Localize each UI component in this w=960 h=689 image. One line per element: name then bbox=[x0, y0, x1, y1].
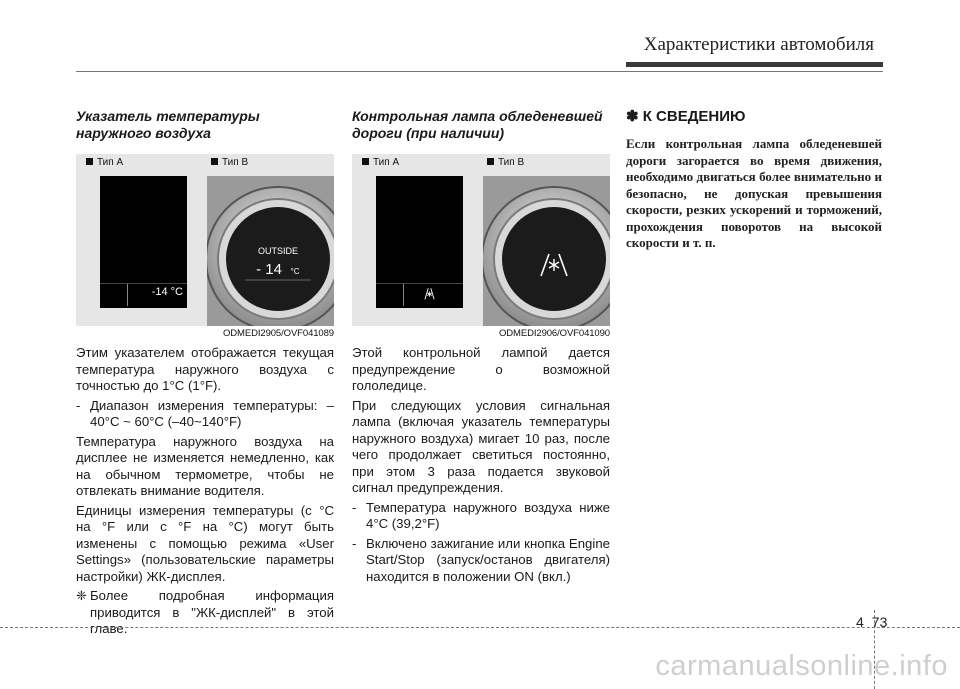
paragraph: Этим указателем отображается текущая температура наружного воздуха с точностью до 1°C (1°F). bbox=[76, 345, 334, 393]
page-header-title: Характеристики автомобиля bbox=[643, 34, 874, 55]
figure-label-type-a: Тип A bbox=[86, 157, 123, 168]
cluster-gauge bbox=[483, 176, 610, 326]
outside-temp-title: Указатель температуры наружного воздуха bbox=[76, 108, 260, 141]
gauge-graphic bbox=[483, 184, 610, 326]
lcd-temperature: -14 °C bbox=[151, 286, 183, 298]
icy-road-title: Контрольная лампа обледеневшей дороги (при наличии) bbox=[352, 108, 603, 141]
lcd-display bbox=[376, 176, 463, 308]
notice-title: ✽ К СВЕДЕНИЮ bbox=[626, 108, 746, 125]
paragraph: Этой контрольной лампой дается предупреждение о возможной гололедице. bbox=[352, 345, 610, 393]
gauge-temp-value: - 14 bbox=[256, 261, 282, 278]
figure-label-type-b: Тип B bbox=[211, 157, 248, 168]
gauge-graphic bbox=[207, 184, 334, 326]
lcd-display bbox=[100, 176, 187, 308]
header-bar bbox=[626, 62, 883, 67]
figure-code: ODMEDI2905/OVF041089 bbox=[222, 328, 334, 339]
list-item: - Диапазон измерения температуры: –40°C ~ 60°C (–40~140°F) bbox=[76, 397, 334, 429]
figure-label-type-a: Тип A bbox=[362, 157, 399, 168]
notice-section bbox=[626, 108, 882, 252]
list-item: - Температура наружного воздуха ниже 4°C (39,2°F) bbox=[352, 499, 610, 531]
list-item: - Включено зажигание или кнопка Engine Start/Stop (запуск/останов двигателя) находится в положении ON (вкл.) bbox=[352, 535, 610, 584]
paragraph: Единицы измерения температуры (с °C на °F или с °F на °C) могут быть изменены с помощью режима «User Settings» (пользовательские параметры настройки) ЖК-дисплея. bbox=[76, 502, 334, 584]
gauge-temp-unit: °C bbox=[290, 267, 300, 276]
figure-code: ODMEDI2906/OVF041090 bbox=[498, 328, 610, 339]
cluster-gauge bbox=[207, 176, 334, 326]
paragraph: Температура наружного воздуха на дисплее не изменяется немедленно, как на обычном термометре, чтобы не отвлекать внимание водителя. bbox=[76, 433, 334, 498]
snowflake-road-icon bbox=[423, 287, 436, 300]
icy-road-text bbox=[352, 345, 610, 585]
gauge-outside-label: OUTSIDE bbox=[257, 246, 299, 256]
note-item: ❈ Более подробная информация приводится в "ЖК-дисплей" в этой главе. bbox=[76, 588, 334, 636]
watermark: carmanualsonline.info bbox=[655, 650, 948, 682]
paragraph: При следующих условия сигнальная лампа (включая указатель температуры наружного воздуха) мигает 10 раз, после чего продолжает светиться постоянно, при этом 3 раза подается звуковой сигнал предупреждения. bbox=[352, 397, 610, 495]
header-rule bbox=[76, 71, 883, 72]
note-symbol-icon: ❈ bbox=[76, 588, 88, 603]
page-number: 4 73 bbox=[856, 614, 888, 630]
icy-road-figure bbox=[352, 154, 610, 326]
footer-rule bbox=[0, 627, 960, 628]
outside-temp-section bbox=[76, 108, 334, 641]
figure-label-type-b: Тип B bbox=[487, 157, 524, 168]
outside-temp-figure bbox=[76, 154, 334, 326]
notice-text: Если контрольная лампа обледеневшей дороги загорается во время движения, необходимо двигаться более внимательно и безопасно, не допуская превышения скорости, резких ускорений и торможений, прохождения поворотов на высокой скорости и т. п. bbox=[626, 136, 882, 250]
icy-road-section bbox=[352, 108, 610, 588]
outside-temp-text bbox=[76, 345, 334, 638]
